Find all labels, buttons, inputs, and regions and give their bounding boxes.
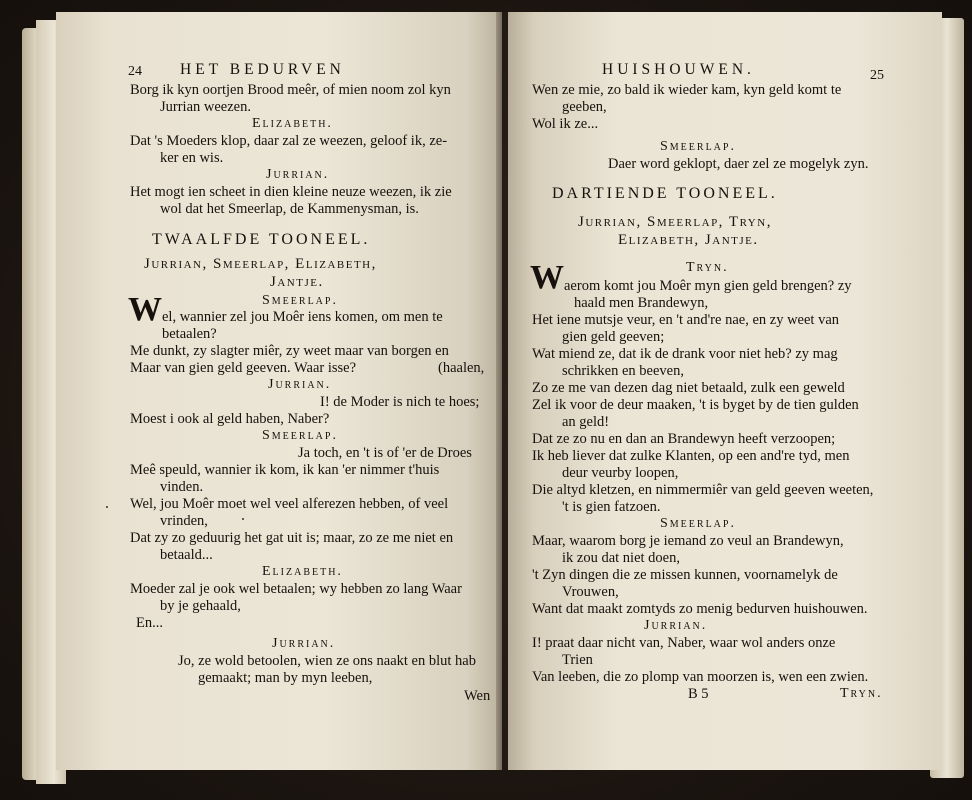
speaker-name: Smeerlap. <box>262 428 338 443</box>
page-number: 25 <box>870 68 884 83</box>
text-line: gemaakt; man by myn leeben, <box>198 670 373 686</box>
text-line: Dat ze zo nu en dan an Brandewyn heeft verzoopen; <box>532 431 836 447</box>
text-line: (haalen, <box>438 360 485 376</box>
catchword: Tryn. <box>840 686 883 701</box>
text-line: I! de Moder is nich te hoes; <box>320 394 480 410</box>
running-head: HET BEDURVEN <box>180 61 345 78</box>
text-line: Het iene mutsje veur, en 't and're nae, en zy weet van <box>532 312 839 328</box>
text-line: betaalen? <box>162 326 217 342</box>
text-line: Vrouwen, <box>562 584 619 600</box>
ink-speck <box>106 506 108 508</box>
text-line: Want dat maakt zomtyds zo menig bedurven huishouwen. <box>532 601 868 617</box>
text-line: Zel ik voor de deur maaken, 't is byget by de tien gulden <box>532 397 859 413</box>
text-line: Het mogt ien scheet in dien kleine neuze weezen, ik zie <box>130 184 452 200</box>
speaker-name: Jurrian. <box>644 618 708 633</box>
text-line: Borg ik kyn oortjen Brood meêr, of mien noom zol kyn <box>130 82 451 98</box>
text-line: el, wannier zel jou Moêr iens komen, om men te <box>162 309 443 325</box>
text-line: Maar van gien geld geeven. Waar isse? <box>130 360 357 376</box>
text-line: Ik heb liever dat zulke Klanten, op een and're tyd, men <box>532 448 850 464</box>
text-line: Maar, waarom borg je iemand zo veul an Brandewyn, <box>532 533 844 549</box>
text-line: Meê speuld, wannier ik kom, ik kan 'er nimmer t'huis <box>130 462 440 478</box>
text-line: vinden. <box>160 479 204 495</box>
text-line: Daer word geklopt, daer zel ze mogelyk zyn. <box>608 156 869 172</box>
text-line: 't Zyn dingen die ze missen kunnen, voornamelyk de <box>532 567 838 583</box>
text-line: 't is gien fatzoen. <box>562 499 661 515</box>
text-line: Trien <box>562 652 593 668</box>
speaker-name: Jurrian. <box>268 377 332 392</box>
cast-list: Jurrian, Smeerlap, Tryn, <box>578 214 772 230</box>
text-line: Dat 's Moeders klop, daar zal ze weezen, geloof ik, ze- <box>130 133 448 149</box>
text-line: Wol ik ze... <box>532 116 599 132</box>
text-line: Dat zy zo geduurig het gat uit is; maar, zo ze me niet en <box>130 530 454 546</box>
text-line: Jurrian weezen. <box>160 99 251 115</box>
scene-heading: TWAALFDE TOONEEL. <box>152 231 371 248</box>
text-line: ker en wis. <box>160 150 224 166</box>
text-line: Moest i ook al geld haben, Naber? <box>130 411 330 427</box>
left-page <box>56 12 502 770</box>
text-line: Zo ze me van dezen dag niet betaald, zulk een geweld <box>532 380 845 396</box>
text-line: geeben, <box>562 99 607 115</box>
cast-list: Jurrian, Smeerlap, Elizabeth, <box>144 256 377 272</box>
text-line: an geld! <box>562 414 610 430</box>
running-head: HUISHOUWEN. <box>602 61 755 78</box>
text-line: betaald... <box>160 547 213 563</box>
text-line: wol dat het Smeerlap, de Kammenysman, is. <box>160 201 419 217</box>
speaker-name: Elizabeth. <box>252 116 333 131</box>
text-line: gien geld geeven; <box>562 329 665 345</box>
text-line: aerom komt jou Moêr myn gien geld brengen? zy <box>564 278 852 294</box>
text-line: Me dunkt, zy slagter miêr, zy weet maar van borgen en <box>130 343 449 359</box>
text-line: schrikken en beeven, <box>562 363 684 379</box>
speaker-name: Smeerlap. <box>660 139 736 154</box>
text-line: Van leeben, die zo plomp van moorzen is, wen een zwien. <box>532 669 869 685</box>
speaker-name: Elizabeth. <box>262 564 343 579</box>
speaker-name: Tryn. <box>686 260 729 275</box>
cast-list: Elizabeth, Jantje. <box>618 232 759 248</box>
speaker-name: Jurrian. <box>272 636 336 651</box>
cast-list: Jantje. <box>270 274 324 290</box>
page-number: 24 <box>128 64 142 79</box>
text-line: Die altyd kletzen, en nimmermiêr van geld geeven weeten, <box>532 482 874 498</box>
text-line: by je gehaald, <box>160 598 241 614</box>
text-line: Moeder zal je ook wel betaalen; wy hebben zo lang Waar <box>130 581 462 597</box>
speaker-name: Smeerlap. <box>660 516 736 531</box>
right-page <box>508 12 942 770</box>
text-line: Wel, jou Moêr moet wel veel alferezen hebben, of veel <box>130 496 449 512</box>
text-line: ik zou dat niet doen, <box>562 550 680 566</box>
text-line: Ja toch, en 't is of 'er de Droes <box>298 445 472 461</box>
drop-cap: W <box>128 291 162 328</box>
text-line: Wen ze mie, zo bald ik wieder kam, kyn geld komt te <box>532 82 842 98</box>
text-line: En... <box>136 615 163 631</box>
scene-heading: DARTIENDE TOONEEL. <box>552 185 778 202</box>
text-line: vrinden, <box>160 513 208 529</box>
signature-mark: B 5 <box>688 686 709 702</box>
text-line: deur veurby loopen, <box>562 465 679 481</box>
speaker-name: Smeerlap. <box>262 293 338 308</box>
text-line: Jo, ze wold betoolen, wien ze ons naakt en blut hab <box>178 653 476 669</box>
catchword: Wen <box>464 688 491 704</box>
drop-cap: W <box>530 259 564 296</box>
text-line: I! praat daar nicht van, Naber, waar wol anders onze <box>532 635 836 651</box>
ink-speck <box>242 518 244 520</box>
text-line: Wat miend ze, dat ik de drank voor niet heb? zy mag <box>532 346 838 362</box>
speaker-name: Jurrian. <box>266 167 330 182</box>
text-line: haald men Brandewyn, <box>574 295 709 311</box>
